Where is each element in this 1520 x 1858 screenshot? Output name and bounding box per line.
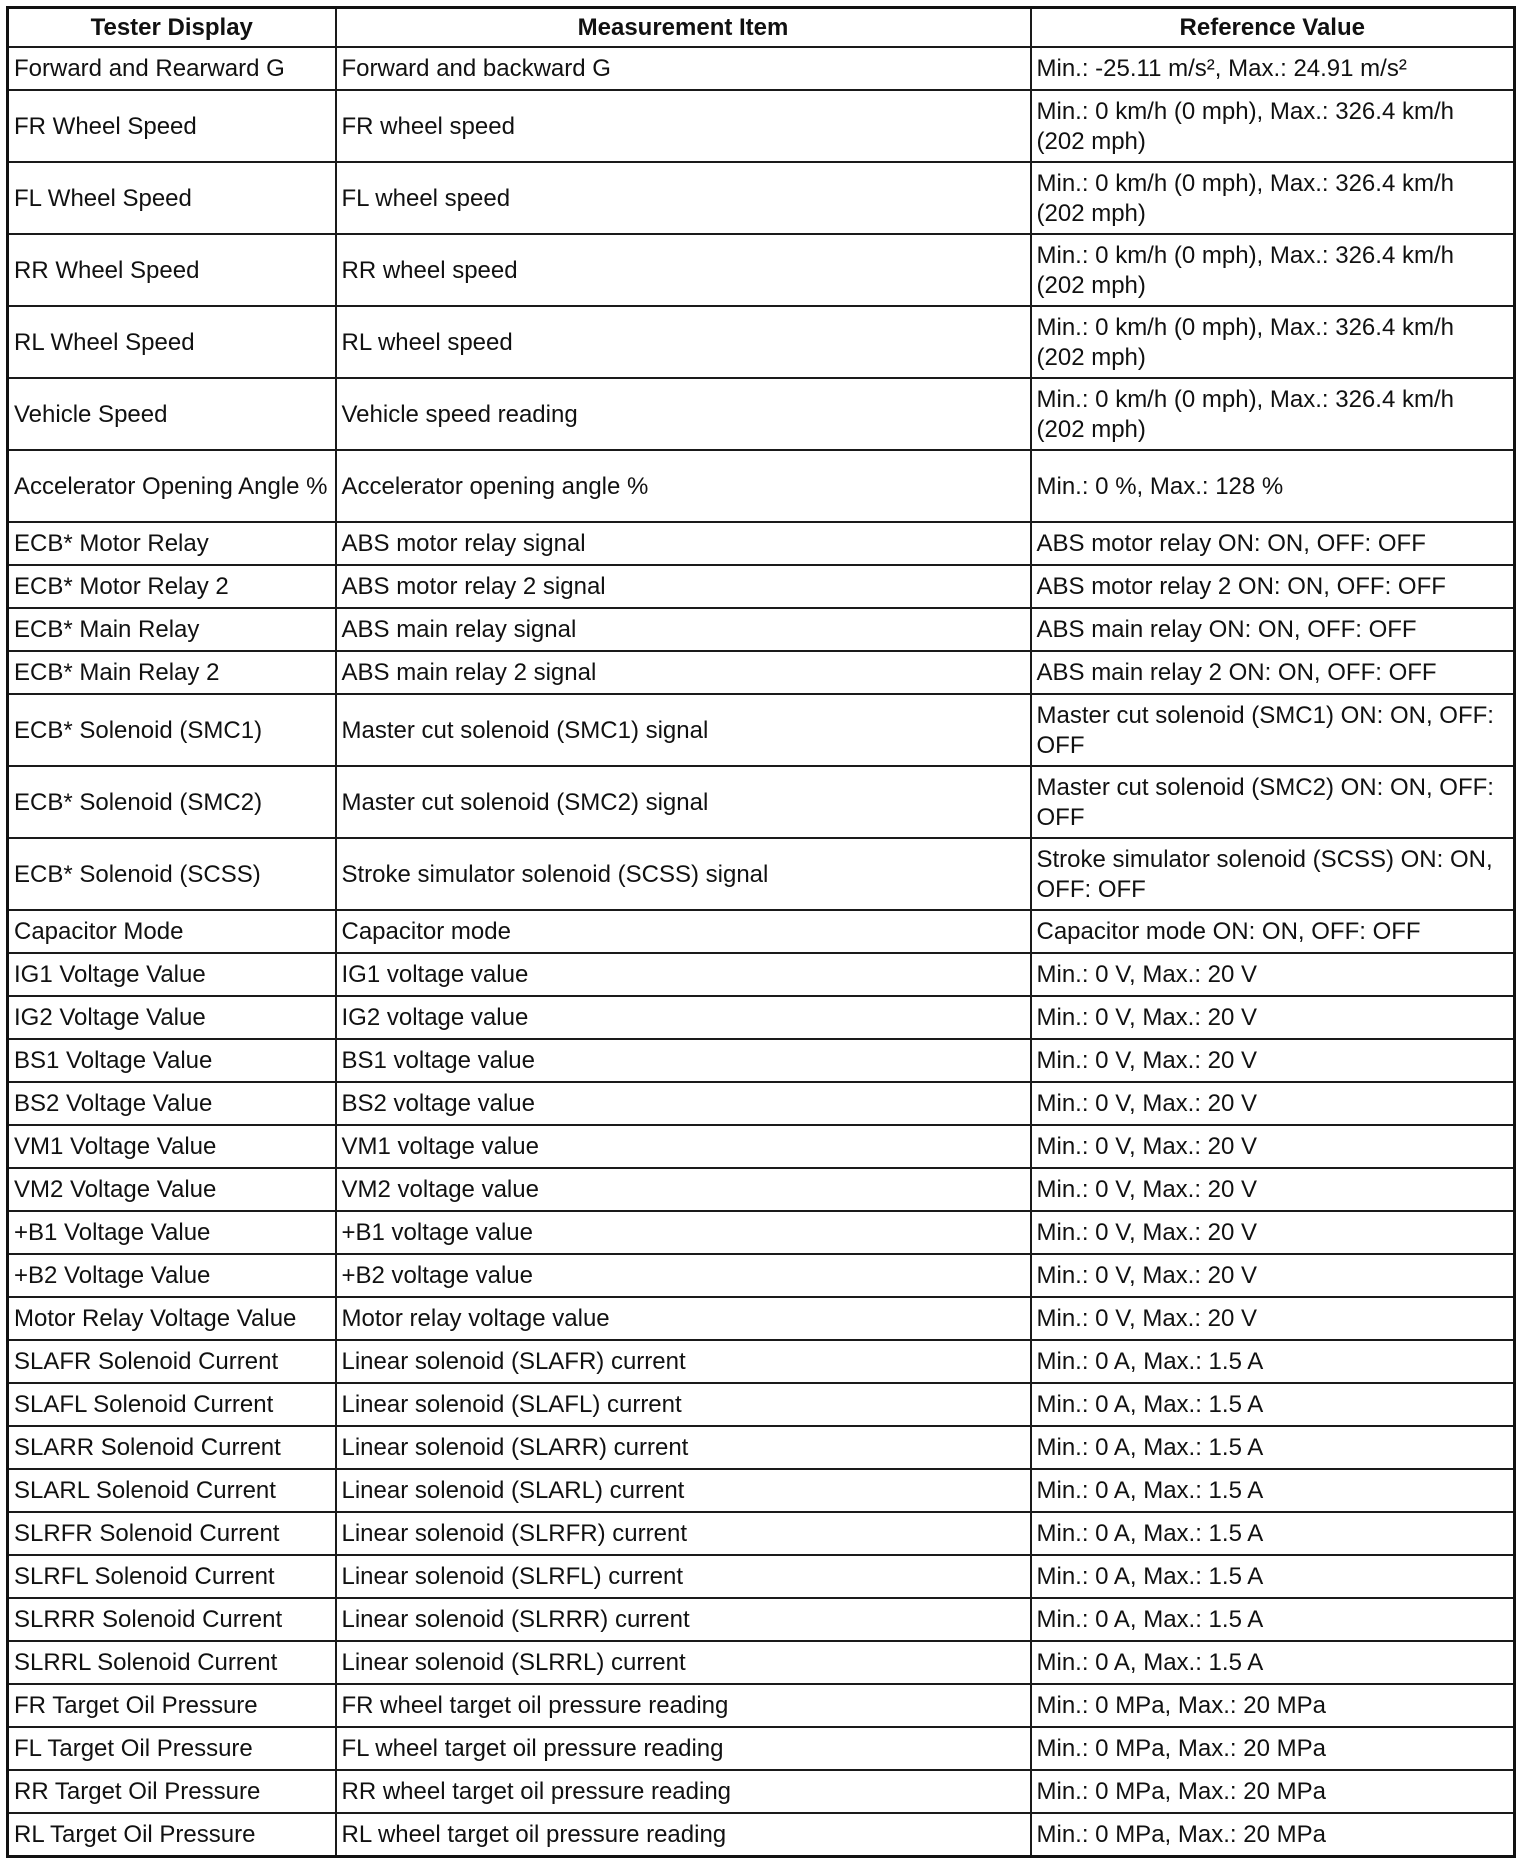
measurement-item-cell: +B2 voltage value [336,1254,1031,1297]
measurement-item-cell: FL wheel speed [336,162,1031,234]
tester-display-cell: ECB* Solenoid (SMC2) [8,766,336,838]
measurement-item-cell: +B1 voltage value [336,1211,1031,1254]
measurement-item-cell: VM1 voltage value [336,1125,1031,1168]
measurement-item-cell: ABS motor relay 2 signal [336,565,1031,608]
tester-display-cell: RL Wheel Speed [8,306,336,378]
table-row [8,162,1515,234]
reference-value-cell: Min.: 0 MPa, Max.: 20 MPa [1031,1813,1515,1857]
table-row [8,1813,1515,1857]
measurement-item-cell: Linear solenoid (SLAFL) current [336,1383,1031,1426]
table-row [8,234,1515,306]
table-row [8,651,1515,694]
reference-value-cell: Min.: 0 A, Max.: 1.5 A [1031,1426,1515,1469]
reference-value-cell: Min.: 0 km/h (0 mph), Max.: 326.4 km/h (202 mph) [1031,378,1515,450]
tester-display-cell: ECB* Main Relay 2 [8,651,336,694]
reference-value-cell: Min.: 0 A, Max.: 1.5 A [1031,1555,1515,1598]
tester-display-cell: RR Wheel Speed [8,234,336,306]
reference-value-cell: Min.: 0 A, Max.: 1.5 A [1031,1340,1515,1383]
header-measurement-item: Measurement Item [336,8,1031,48]
tester-display-cell: ECB* Solenoid (SMC1) [8,694,336,766]
reference-value-cell: Min.: 0 km/h (0 mph), Max.: 326.4 km/h (202 mph) [1031,90,1515,162]
table-row [8,1211,1515,1254]
reference-value-cell: ABS main relay 2 ON: ON, OFF: OFF [1031,651,1515,694]
reference-value-cell: Stroke simulator solenoid (SCSS) ON: ON, OFF: OFF [1031,838,1515,910]
table-row [8,1469,1515,1512]
table-row [8,1641,1515,1684]
tester-display-cell: Vehicle Speed [8,378,336,450]
tester-display-cell: RR Target Oil Pressure [8,1770,336,1813]
table-row [8,90,1515,162]
measurement-item-cell: Linear solenoid (SLRRL) current [336,1641,1031,1684]
measurement-item-cell: Linear solenoid (SLRFL) current [336,1555,1031,1598]
header-reference-value: Reference Value [1031,8,1515,48]
reference-value-cell: Min.: 0 A, Max.: 1.5 A [1031,1469,1515,1512]
reference-value-cell: Min.: 0 MPa, Max.: 20 MPa [1031,1770,1515,1813]
table-row [8,1254,1515,1297]
tester-display-cell: ECB* Main Relay [8,608,336,651]
tester-display-cell: VM1 Voltage Value [8,1125,336,1168]
measurement-item-cell: BS2 voltage value [336,1082,1031,1125]
measurement-item-cell: RR wheel target oil pressure reading [336,1770,1031,1813]
tester-display-cell: SLRFR Solenoid Current [8,1512,336,1555]
measurement-item-cell: Master cut solenoid (SMC2) signal [336,766,1031,838]
tester-display-cell: Forward and Rearward G [8,47,336,90]
table-body [8,47,1515,1857]
table-row [8,1125,1515,1168]
measurement-item-cell: Master cut solenoid (SMC1) signal [336,694,1031,766]
reference-value-cell: Min.: 0 km/h (0 mph), Max.: 326.4 km/h (202 mph) [1031,306,1515,378]
tester-display-cell: VM2 Voltage Value [8,1168,336,1211]
table-row [8,608,1515,651]
reference-value-cell: Min.: 0 V, Max.: 20 V [1031,1039,1515,1082]
measurement-item-cell: VM2 voltage value [336,1168,1031,1211]
reference-value-cell: Min.: 0 V, Max.: 20 V [1031,1211,1515,1254]
table-row [8,996,1515,1039]
reference-value-cell: Master cut solenoid (SMC1) ON: ON, OFF: OFF [1031,694,1515,766]
table-row [8,1684,1515,1727]
measurement-item-cell: RL wheel target oil pressure reading [336,1813,1031,1857]
measurement-item-cell: Linear solenoid (SLARR) current [336,1426,1031,1469]
table-row [8,1383,1515,1426]
measurement-item-cell: IG2 voltage value [336,996,1031,1039]
reference-value-cell: Min.: 0 A, Max.: 1.5 A [1031,1383,1515,1426]
table-row [8,1727,1515,1770]
reference-value-cell: ABS motor relay ON: ON, OFF: OFF [1031,522,1515,565]
tester-display-cell: BS2 Voltage Value [8,1082,336,1125]
reference-value-cell: Min.: 0 V, Max.: 20 V [1031,1082,1515,1125]
table-row [8,1598,1515,1641]
table-row [8,838,1515,910]
reference-value-cell: Master cut solenoid (SMC2) ON: ON, OFF: OFF [1031,766,1515,838]
measurement-item-cell: Forward and backward G [336,47,1031,90]
measurement-item-cell: Motor relay voltage value [336,1297,1031,1340]
tester-display-cell: ECB* Motor Relay [8,522,336,565]
tester-display-cell: IG2 Voltage Value [8,996,336,1039]
tester-display-cell: Motor Relay Voltage Value [8,1297,336,1340]
measurement-item-cell: FR wheel speed [336,90,1031,162]
reference-value-cell: ABS motor relay 2 ON: ON, OFF: OFF [1031,565,1515,608]
reference-value-cell: Capacitor mode ON: ON, OFF: OFF [1031,910,1515,953]
tester-display-cell: SLRRR Solenoid Current [8,1598,336,1641]
reference-value-cell: Min.: 0 km/h (0 mph), Max.: 326.4 km/h (202 mph) [1031,234,1515,306]
table-row [8,1168,1515,1211]
table-row [8,450,1515,522]
reference-value-cell: Min.: 0 V, Max.: 20 V [1031,1125,1515,1168]
tester-display-cell: +B1 Voltage Value [8,1211,336,1254]
table-row [8,1340,1515,1383]
tester-display-cell: ECB* Motor Relay 2 [8,565,336,608]
tester-display-cell: FL Target Oil Pressure [8,1727,336,1770]
reference-value-cell: Min.: 0 V, Max.: 20 V [1031,1254,1515,1297]
data-list-table [6,6,1516,1858]
measurement-item-cell: Stroke simulator solenoid (SCSS) signal [336,838,1031,910]
measurement-item-cell: Linear solenoid (SLRRR) current [336,1598,1031,1641]
measurement-item-cell: RL wheel speed [336,306,1031,378]
table-row [8,522,1515,565]
tester-display-cell: SLRRL Solenoid Current [8,1641,336,1684]
table-row [8,694,1515,766]
reference-value-cell: ABS main relay ON: ON, OFF: OFF [1031,608,1515,651]
reference-value-cell: Min.: 0 V, Max.: 20 V [1031,1297,1515,1340]
table-row [8,306,1515,378]
tester-display-cell: FL Wheel Speed [8,162,336,234]
table-row [8,1297,1515,1340]
tester-display-cell: IG1 Voltage Value [8,953,336,996]
table-row [8,953,1515,996]
reference-value-cell: Min.: 0 %, Max.: 128 % [1031,450,1515,522]
table-row [8,766,1515,838]
reference-value-cell: Min.: 0 MPa, Max.: 20 MPa [1031,1684,1515,1727]
measurement-item-cell: ABS motor relay signal [336,522,1031,565]
tester-display-cell: SLARR Solenoid Current [8,1426,336,1469]
data-list-sheet [6,6,1513,1858]
measurement-item-cell: BS1 voltage value [336,1039,1031,1082]
table-row [8,565,1515,608]
table-row [8,1770,1515,1813]
measurement-item-cell: ABS main relay signal [336,608,1031,651]
tester-display-cell: SLRFL Solenoid Current [8,1555,336,1598]
tester-display-cell: ECB* Solenoid (SCSS) [8,838,336,910]
reference-value-cell: Min.: -25.11 m/s², Max.: 24.91 m/s² [1031,47,1515,90]
measurement-item-cell: Capacitor mode [336,910,1031,953]
tester-display-cell: RL Target Oil Pressure [8,1813,336,1857]
tester-display-cell: BS1 Voltage Value [8,1039,336,1082]
reference-value-cell: Min.: 0 V, Max.: 20 V [1031,953,1515,996]
measurement-item-cell: Linear solenoid (SLRFR) current [336,1512,1031,1555]
measurement-item-cell: RR wheel speed [336,234,1031,306]
tester-display-cell: SLAFL Solenoid Current [8,1383,336,1426]
tester-display-cell: FR Wheel Speed [8,90,336,162]
table-header-row [8,8,1515,48]
measurement-item-cell: Accelerator opening angle % [336,450,1031,522]
table-row [8,1039,1515,1082]
table-row [8,1426,1515,1469]
reference-value-cell: Min.: 0 A, Max.: 1.5 A [1031,1512,1515,1555]
tester-display-cell: +B2 Voltage Value [8,1254,336,1297]
measurement-item-cell: FR wheel target oil pressure reading [336,1684,1031,1727]
table-row [8,1512,1515,1555]
table-row [8,910,1515,953]
tester-display-cell: SLARL Solenoid Current [8,1469,336,1512]
tester-display-cell: Accelerator Opening Angle % [8,450,336,522]
reference-value-cell: Min.: 0 A, Max.: 1.5 A [1031,1598,1515,1641]
table-row [8,378,1515,450]
reference-value-cell: Min.: 0 V, Max.: 20 V [1031,1168,1515,1211]
measurement-item-cell: ABS main relay 2 signal [336,651,1031,694]
reference-value-cell: Min.: 0 A, Max.: 1.5 A [1031,1641,1515,1684]
measurement-item-cell: Vehicle speed reading [336,378,1031,450]
table-row [8,1082,1515,1125]
measurement-item-cell: IG1 voltage value [336,953,1031,996]
measurement-item-cell: Linear solenoid (SLAFR) current [336,1340,1031,1383]
measurement-item-cell: FL wheel target oil pressure reading [336,1727,1031,1770]
table-row [8,1555,1515,1598]
reference-value-cell: Min.: 0 V, Max.: 20 V [1031,996,1515,1039]
table-row [8,47,1515,90]
measurement-item-cell: Linear solenoid (SLARL) current [336,1469,1031,1512]
header-tester-display: Tester Display [8,8,336,48]
reference-value-cell: Min.: 0 km/h (0 mph), Max.: 326.4 km/h (202 mph) [1031,162,1515,234]
tester-display-cell: SLAFR Solenoid Current [8,1340,336,1383]
tester-display-cell: FR Target Oil Pressure [8,1684,336,1727]
tester-display-cell: Capacitor Mode [8,910,336,953]
reference-value-cell: Min.: 0 MPa, Max.: 20 MPa [1031,1727,1515,1770]
